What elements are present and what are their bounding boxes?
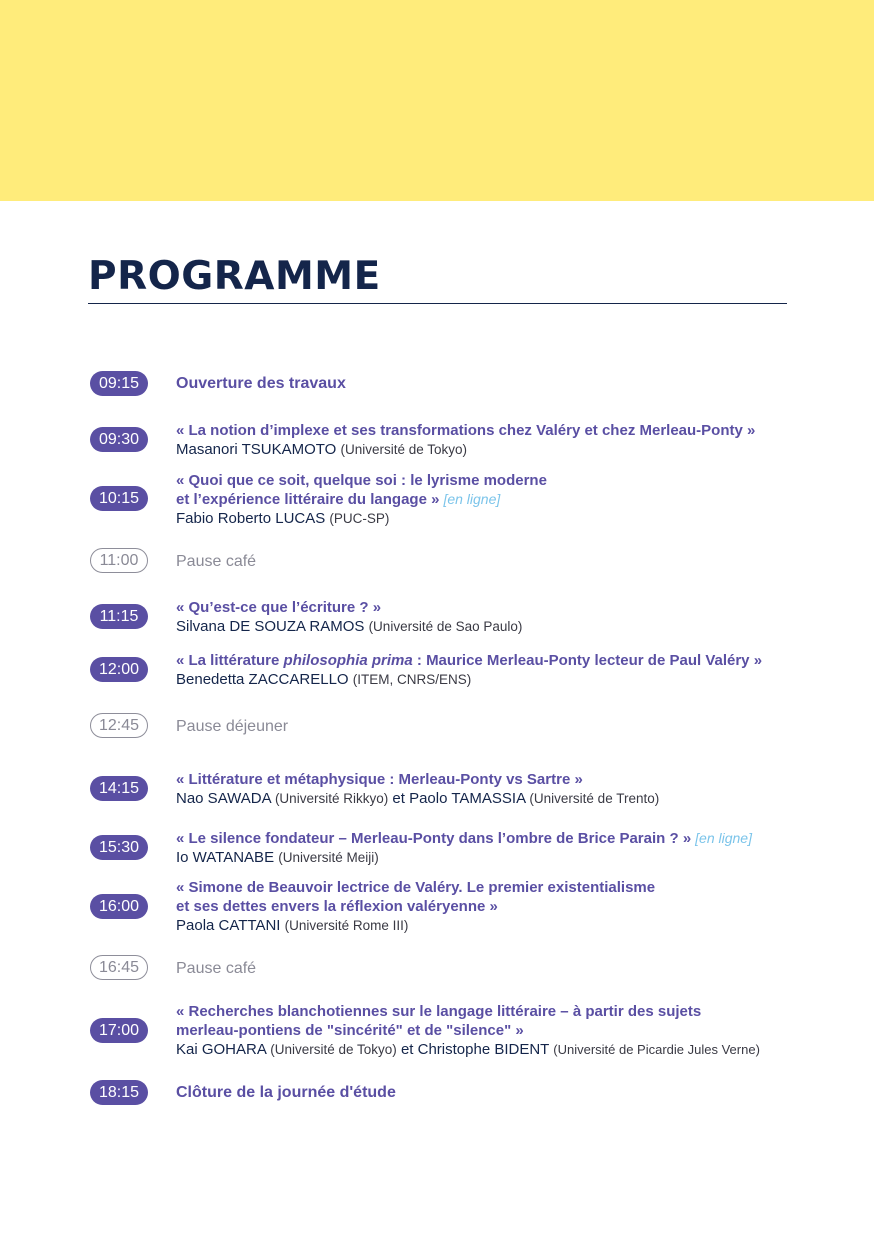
talk-title-continued: et l’expérience littéraire du langage » — [176, 491, 440, 508]
time-badge: 16:45 — [90, 955, 148, 980]
conjunction: et — [400, 1041, 414, 1058]
speaker-affiliation: (Université de Trento) — [529, 791, 660, 806]
speaker-affiliation: (Université Rikkyo) — [274, 791, 389, 806]
talk-title-continued: et ses dettes envers la réflexion valéryenne » — [176, 898, 498, 915]
speaker-name: Masanori TSUKAMOTO — [176, 441, 337, 458]
speaker-name: Fabio Roberto LUCAS — [176, 510, 326, 527]
talk-title: « Le silence fondateur – Merleau-Ponty dans l’ombre de Brice Parain ? » — [176, 830, 692, 847]
session-title: Clôture de la journée d'étude — [176, 1084, 396, 1101]
speaker-affiliation: (PUC-SP) — [329, 511, 390, 526]
speaker-name: Nao SAWADA — [176, 790, 271, 807]
time-badge: 14:15 — [90, 776, 148, 801]
speaker-name: Benedetta ZACCARELLO — [176, 671, 349, 688]
conjunction: et — [392, 790, 405, 807]
page-title: PROGRAMME — [88, 254, 381, 299]
talk-title: « Simone de Beauvoir lectrice de Valéry. Le premier existentialisme — [176, 879, 656, 896]
speaker-affiliation: (Université de Tokyo) — [340, 442, 468, 457]
time-badge: 10:15 — [90, 486, 148, 511]
break-label: Pause café — [176, 960, 257, 977]
time-badge: 17:00 — [90, 1018, 148, 1043]
speaker-name: Kai GOHARA — [176, 1041, 267, 1058]
speaker-affiliation: (Université Rome III) — [284, 918, 409, 933]
time-badge: 16:00 — [90, 894, 148, 919]
speaker-name: Io WATANABE — [176, 849, 275, 866]
speaker-affiliation: (Université de Picardie Jules Verne) — [553, 1042, 760, 1057]
time-badge: 09:15 — [90, 371, 148, 396]
break-label: Pause déjeuner — [176, 718, 289, 735]
speaker-affiliation: (Université Meiji) — [278, 850, 379, 865]
online-tag: [en ligne] — [443, 491, 501, 507]
break-label: Pause café — [176, 553, 257, 570]
time-badge: 12:45 — [90, 713, 148, 738]
speaker-name: Paolo TAMASSIA — [409, 790, 526, 807]
speaker-name: Paola CATTANI — [176, 917, 281, 934]
speaker-affiliation: (Université de Sao Paulo) — [368, 619, 523, 634]
talk-title: « Recherches blanchotiennes sur le langage littéraire – à partir des sujets — [176, 1003, 702, 1020]
talk-title: « Quoi que ce soit, quelque soi : le lyrisme moderne — [176, 472, 547, 489]
time-badge: 18:15 — [90, 1080, 148, 1105]
online-tag: [en ligne] — [695, 830, 752, 846]
title-underline — [88, 303, 787, 304]
talk-title: « Qu’est-ce que l’écriture ? » — [176, 599, 382, 616]
header-band — [0, 0, 874, 201]
time-badge: 15:30 — [90, 835, 148, 860]
talk-title: « Littérature et métaphysique : Merleau-Ponty vs Sartre » — [176, 771, 583, 788]
time-badge: 12:00 — [90, 657, 148, 682]
talk-title: « La littérature philosophia prima : Maurice Merleau-Ponty lecteur de Paul Valéry » — [176, 652, 763, 669]
speaker-name: Silvana DE SOUZA RAMOS — [176, 618, 365, 635]
talk-title: « La notion d’implexe et ses transformations chez Valéry et chez Merleau-Ponty » — [176, 422, 756, 439]
time-badge: 11:00 — [90, 548, 148, 573]
session-title: Ouverture des travaux — [176, 375, 346, 392]
time-badge: 11:15 — [90, 604, 148, 629]
speaker-affiliation: (ITEM, CNRS/ENS) — [352, 672, 472, 687]
time-badge: 09:30 — [90, 427, 148, 452]
speaker-affiliation: (Université de Tokyo) — [270, 1042, 397, 1057]
speaker-name: Christophe BIDENT — [417, 1041, 550, 1058]
talk-title-continued: merleau-pontiens de "sincérité" et de "silence" » — [176, 1022, 524, 1039]
